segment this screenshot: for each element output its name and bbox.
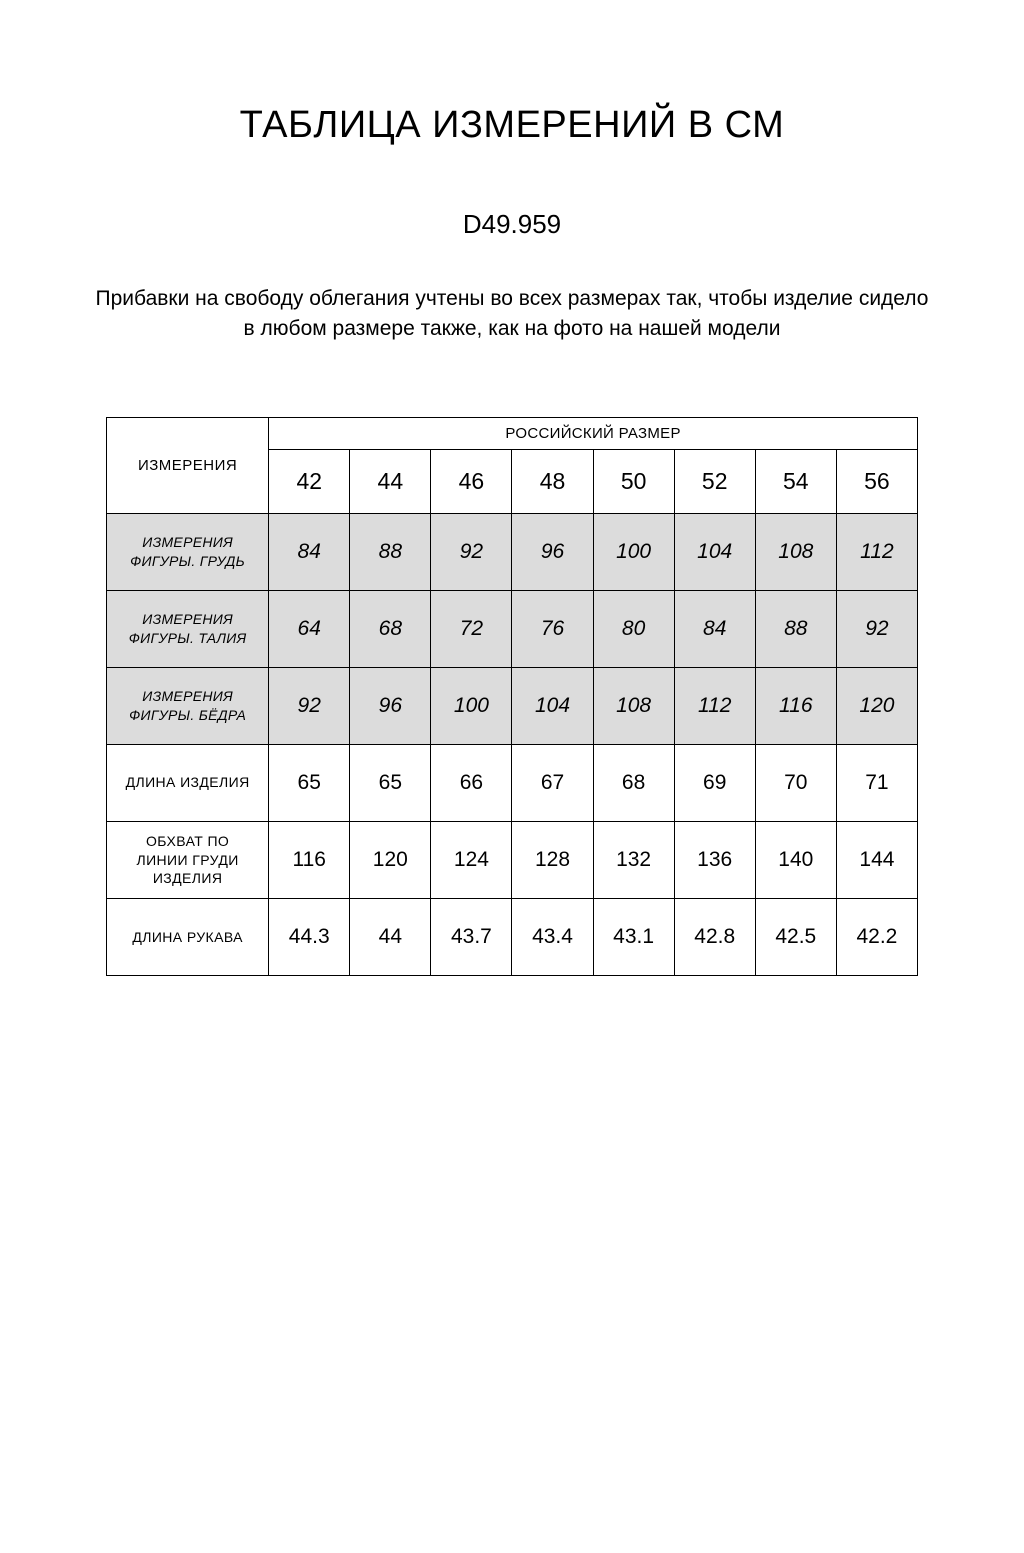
table-cell: 42.5 bbox=[755, 899, 836, 976]
size-header-46: 46 bbox=[431, 449, 512, 513]
table-cell: 67 bbox=[512, 744, 593, 821]
table-cell: 66 bbox=[431, 744, 512, 821]
table-cell: 71 bbox=[836, 744, 917, 821]
table-cell: 132 bbox=[593, 821, 674, 899]
row-label: ОБХВАТ ПО ЛИНИИ ГРУДИ ИЗДЕЛИЯ bbox=[107, 821, 269, 899]
row-label: ИЗМЕРЕНИЯ ФИГУРЫ. ГРУДЬ bbox=[107, 513, 269, 590]
table-cell: 68 bbox=[593, 744, 674, 821]
table-cell: 92 bbox=[269, 667, 350, 744]
table-row bbox=[107, 513, 918, 590]
table-row bbox=[107, 821, 918, 899]
row-label: ДЛИНА РУКАВА bbox=[107, 899, 269, 976]
table-cell: 76 bbox=[512, 590, 593, 667]
table-cell: 92 bbox=[836, 590, 917, 667]
table-cell: 120 bbox=[350, 821, 431, 899]
table-cell: 43.1 bbox=[593, 899, 674, 976]
table-cell: 88 bbox=[755, 590, 836, 667]
row-label: ИЗМЕРЕНИЯ ФИГУРЫ. БЁДРА bbox=[107, 667, 269, 744]
article-code: D49.959 bbox=[462, 208, 562, 239]
table-cell: 116 bbox=[269, 821, 350, 899]
table-cell: 42.8 bbox=[674, 899, 755, 976]
table-cell: 69 bbox=[674, 744, 755, 821]
size-header-48: 48 bbox=[512, 449, 593, 513]
table-cell: 70 bbox=[755, 744, 836, 821]
table-cell: 112 bbox=[674, 667, 755, 744]
row-label: ДЛИНА ИЗДЕЛИЯ bbox=[107, 744, 269, 821]
table-cell: 112 bbox=[836, 513, 917, 590]
table-cell: 136 bbox=[674, 821, 755, 899]
table-cell: 108 bbox=[755, 513, 836, 590]
table-cell: 84 bbox=[269, 513, 350, 590]
table-cell: 65 bbox=[350, 744, 431, 821]
table-cell: 72 bbox=[431, 590, 512, 667]
table-cell: 80 bbox=[593, 590, 674, 667]
table-cell: 43.7 bbox=[431, 899, 512, 976]
table-cell: 68 bbox=[350, 590, 431, 667]
size-header-54: 54 bbox=[755, 449, 836, 513]
table-cell: 65 bbox=[269, 744, 350, 821]
table-cell: 100 bbox=[431, 667, 512, 744]
table-cell: 42.2 bbox=[836, 899, 917, 976]
table-cell: 108 bbox=[593, 667, 674, 744]
table-cell: 96 bbox=[350, 667, 431, 744]
table-cell: 44.3 bbox=[269, 899, 350, 976]
table-cell: 128 bbox=[512, 821, 593, 899]
table-cell: 84 bbox=[674, 590, 755, 667]
table-cell: 104 bbox=[674, 513, 755, 590]
table-row bbox=[107, 590, 918, 667]
table-row bbox=[107, 667, 918, 744]
fit-note: Прибавки на свободу облегания учтены во всех размерах так, чтобы изделие сидело в любом размере также, как на фото на нашей модели bbox=[95, 286, 929, 341]
size-header-56: 56 bbox=[836, 449, 917, 513]
table-cell: 116 bbox=[755, 667, 836, 744]
table-cell: 100 bbox=[593, 513, 674, 590]
table-cell: 92 bbox=[431, 513, 512, 590]
table-cell: 124 bbox=[431, 821, 512, 899]
table-header-row-group bbox=[107, 417, 918, 449]
size-header-44: 44 bbox=[350, 449, 431, 513]
russian-size-group-header: РОССИЙСКИЙ РАЗМЕР bbox=[269, 417, 918, 449]
row-label: ИЗМЕРЕНИЯ ФИГУРЫ. ТАЛИЯ bbox=[107, 590, 269, 667]
measurements-table bbox=[106, 417, 918, 977]
table-cell: 64 bbox=[269, 590, 350, 667]
table-cell: 140 bbox=[755, 821, 836, 899]
table-cell: 43.4 bbox=[512, 899, 593, 976]
measurements-column-header: ИЗМЕРЕНИЯ bbox=[107, 417, 269, 513]
table-cell: 104 bbox=[512, 667, 593, 744]
size-header-42: 42 bbox=[269, 449, 350, 513]
size-chart-page bbox=[0, 105, 1024, 1553]
table-row bbox=[107, 899, 918, 976]
size-header-52: 52 bbox=[674, 449, 755, 513]
table-cell: 144 bbox=[836, 821, 917, 899]
table-cell: 120 bbox=[836, 667, 917, 744]
table-row bbox=[107, 744, 918, 821]
table-cell: 88 bbox=[350, 513, 431, 590]
page-title: ТАБЛИЦА ИЗМЕРЕНИЙ В СМ bbox=[239, 104, 785, 146]
table-cell: 96 bbox=[512, 513, 593, 590]
table-cell: 44 bbox=[350, 899, 431, 976]
size-header-50: 50 bbox=[593, 449, 674, 513]
